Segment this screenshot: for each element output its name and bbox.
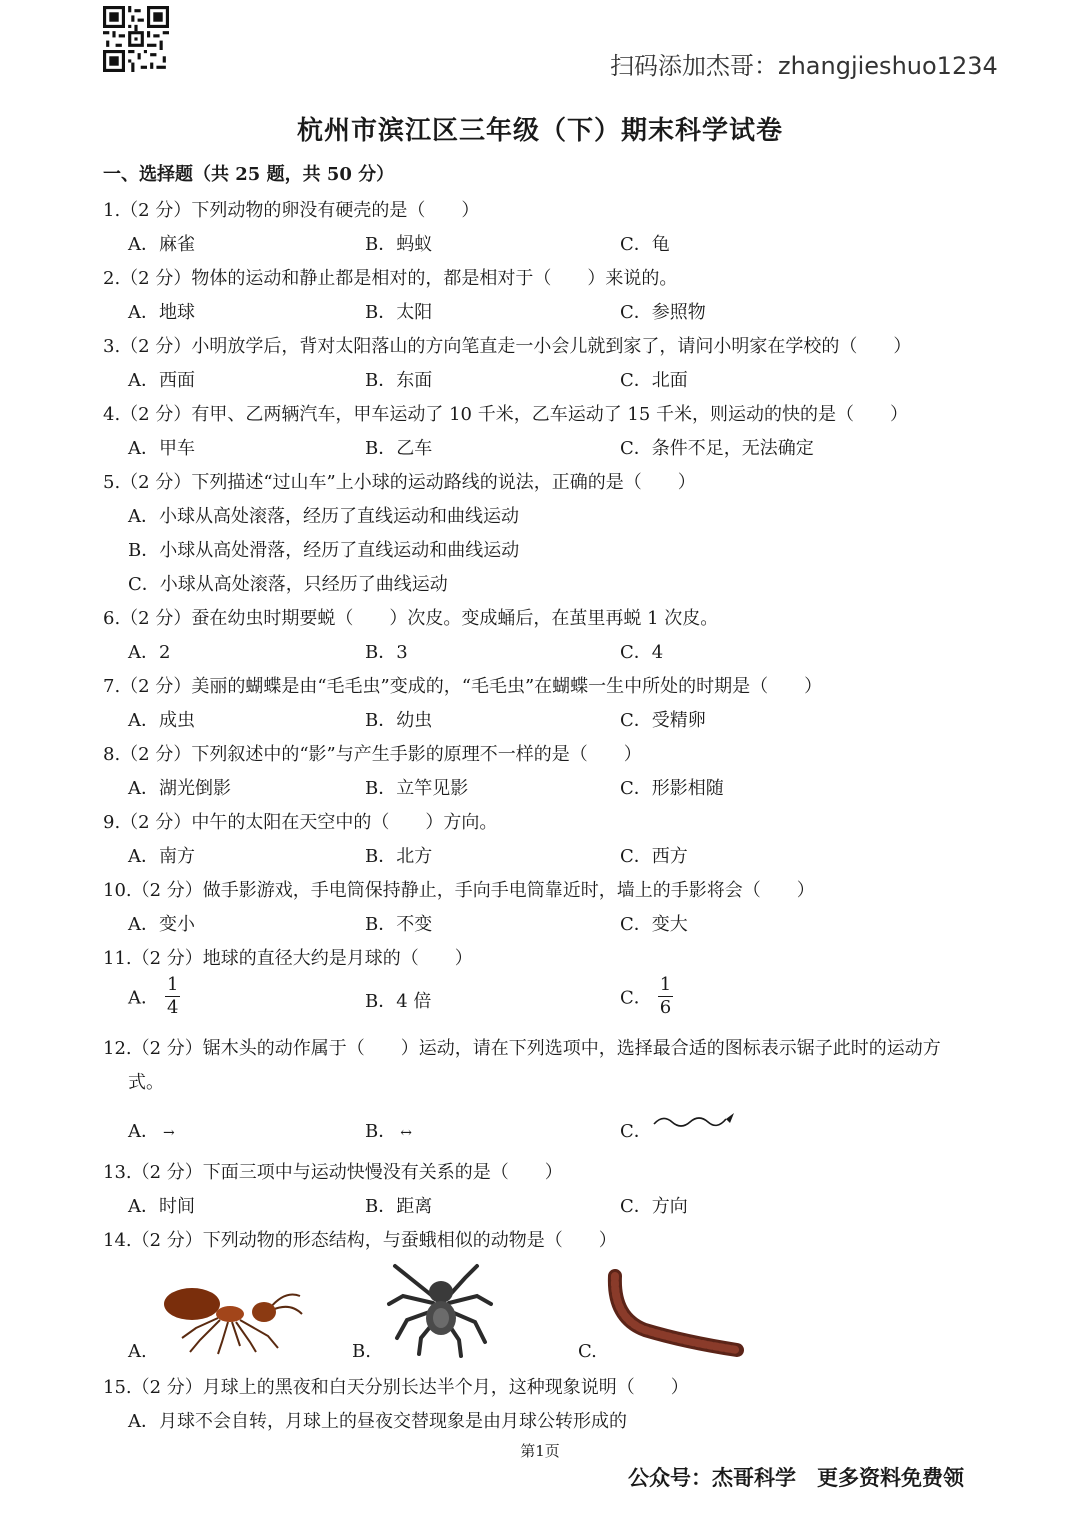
q9-option-a: A．南方 xyxy=(128,846,195,867)
q4-option-c: C．条件不足，无法确定 xyxy=(620,438,814,459)
question-12-continued: 式。 xyxy=(128,1072,164,1093)
q5-option-a: A．小球从高处滚落，经历了直线运动和曲线运动 xyxy=(128,506,519,527)
q11-fraction-c xyxy=(658,976,673,1017)
q14-option-b: B. xyxy=(352,1341,371,1362)
question-11: 11.（2 分）地球的直径大约是月球的（ ） xyxy=(103,948,473,969)
millipede-image xyxy=(605,1268,745,1358)
ant-image xyxy=(160,1280,305,1355)
q13-option-c: C．方向 xyxy=(620,1196,688,1217)
q11-option-b: B．4 倍 xyxy=(365,991,432,1012)
question-7: 7.（2 分）美丽的蝴蝶是由“毛毛虫”变成的，“毛毛虫”在蝴蝶一生中所处的时期是（ ） xyxy=(103,676,823,697)
section-heading: 一、选择题（共 25 题，共 50 分） xyxy=(103,164,395,185)
q4-option-a: A．甲车 xyxy=(128,438,195,459)
q15-option-a: A．月球不会自转，月球上的昼夜交替现象是由月球公转形成的 xyxy=(128,1411,627,1432)
fraction-denominator: 4 xyxy=(167,997,179,1018)
q8-option-b: B．立竿见影 xyxy=(365,778,469,799)
wavy-arrow-icon xyxy=(650,1110,740,1134)
q9-option-b: B．北方 xyxy=(365,846,433,867)
q12-option-b xyxy=(365,1117,412,1143)
footer-brand: 公众号：杰哥科学 更多资料免费领 xyxy=(628,1466,964,1490)
q11-option-a-label: A． xyxy=(128,987,159,1009)
question-12: 12.（2 分）锯木头的动作属于（ ）运动，请在下列选项中，选择最合适的图标表示锯子此时的运动方 xyxy=(103,1038,941,1059)
right-arrow-icon: → xyxy=(163,1125,175,1141)
question-3: 3.（2 分）小明放学后，背对太阳落山的方向笔直走一小会儿就到家了，请问小明家在学校的（ ） xyxy=(103,336,912,357)
q6-option-a: A．2 xyxy=(128,642,171,663)
question-10: 10.（2 分）做手影游戏，手电筒保持静止，手向手电筒靠近时，墙上的手影将会（ ） xyxy=(103,880,815,901)
question-2: 2.（2 分）物体的运动和静止都是相对的，都是相对于（ ）来说的。 xyxy=(103,268,678,289)
question-1: 1.（2 分）下列动物的卵没有硬壳的是（ ） xyxy=(103,200,480,221)
q11-option-a xyxy=(128,976,180,1017)
q4-option-b: B．乙车 xyxy=(365,438,433,459)
q3-option-b: B．东面 xyxy=(365,370,433,391)
q2-option-b: B．太阳 xyxy=(365,302,433,323)
q14-option-a: A. xyxy=(128,1341,147,1362)
q13-option-a: A．时间 xyxy=(128,1196,195,1217)
fraction-denominator: 6 xyxy=(659,997,672,1018)
q12-option-b-label: B． xyxy=(365,1121,397,1142)
q1-option-a: A．麻雀 xyxy=(128,234,195,255)
q8-option-c: C．形影相随 xyxy=(620,778,724,799)
question-6: 6.（2 分）蚕在幼虫时期要蜕（ ）次皮。变成蛹后，在茧里再蜕 1 次皮。 xyxy=(103,608,719,629)
qr-code-image xyxy=(103,6,169,72)
q1-option-c: C．龟 xyxy=(620,234,670,255)
spider-image xyxy=(385,1258,495,1358)
q12-option-a-label: A． xyxy=(128,1121,159,1142)
question-9: 9.（2 分）中午的太阳在天空中的（ ）方向。 xyxy=(103,812,498,833)
q2-option-a: A．地球 xyxy=(128,302,195,323)
fraction-numerator: 1 xyxy=(659,974,672,995)
question-8: 8.（2 分）下列叙述中的“影”与产生手影的原理不一样的是（ ） xyxy=(103,744,642,765)
q12-option-a xyxy=(128,1117,175,1143)
double-arrow-icon: ↔ xyxy=(400,1125,412,1141)
q10-option-c: C．变大 xyxy=(620,914,688,935)
question-13: 13.（2 分）下面三项中与运动快慢没有关系的是（ ） xyxy=(103,1162,563,1183)
page-number: 第1页 xyxy=(520,1442,560,1460)
q13-option-b: B．距离 xyxy=(365,1196,433,1217)
q11-option-c-label: C． xyxy=(620,987,652,1009)
q7-option-b: B．幼虫 xyxy=(365,710,433,731)
q8-option-a: A．湖光倒影 xyxy=(128,778,231,799)
q1-option-b: B．蚂蚁 xyxy=(365,234,433,255)
question-5: 5.（2 分）下列描述“过山车”上小球的运动路线的说法，正确的是（ ） xyxy=(103,472,696,493)
q12-option-c-label: C． xyxy=(620,1121,652,1142)
q10-option-b: B．不变 xyxy=(365,914,433,935)
question-15: 15.（2 分）月球上的黑夜和白天分别长达半个月，这种现象说明（ ） xyxy=(103,1377,689,1398)
page-title: 杭州市滨江区三年级（下）期末科学试卷 xyxy=(296,116,783,146)
fraction-numerator: 1 xyxy=(167,974,179,995)
q5-option-c: C．小球从高处滚落，只经历了曲线运动 xyxy=(128,574,448,595)
q11-fraction-a xyxy=(165,976,180,1017)
q10-option-a: A．变小 xyxy=(128,914,195,935)
q7-option-c: C．受精卵 xyxy=(620,710,706,731)
q9-option-c: C．西方 xyxy=(620,846,688,867)
q11-option-c xyxy=(620,976,673,1017)
header-contact: 扫码添加杰哥：zhangjieshuo1234 xyxy=(610,52,998,80)
q7-option-a: A．成虫 xyxy=(128,710,195,731)
q6-option-b: B．3 xyxy=(365,642,408,663)
q5-option-b: B．小球从高处滑落，经历了直线运动和曲线运动 xyxy=(128,540,520,561)
q6-option-c: C．4 xyxy=(620,642,664,663)
question-4: 4.（2 分）有甲、乙两辆汽车，甲车运动了 10 千米，乙车运动了 15 千米，则运动的快的是（ ） xyxy=(103,404,909,425)
question-14: 14.（2 分）下列动物的形态结构，与蚕蛾相似的动物是（ ） xyxy=(103,1230,617,1251)
q3-option-a: A．西面 xyxy=(128,370,195,391)
q14-option-c: C. xyxy=(578,1341,597,1362)
q3-option-c: C．北面 xyxy=(620,370,688,391)
q2-option-c: C．参照物 xyxy=(620,302,706,323)
q12-option-c xyxy=(620,1117,652,1143)
